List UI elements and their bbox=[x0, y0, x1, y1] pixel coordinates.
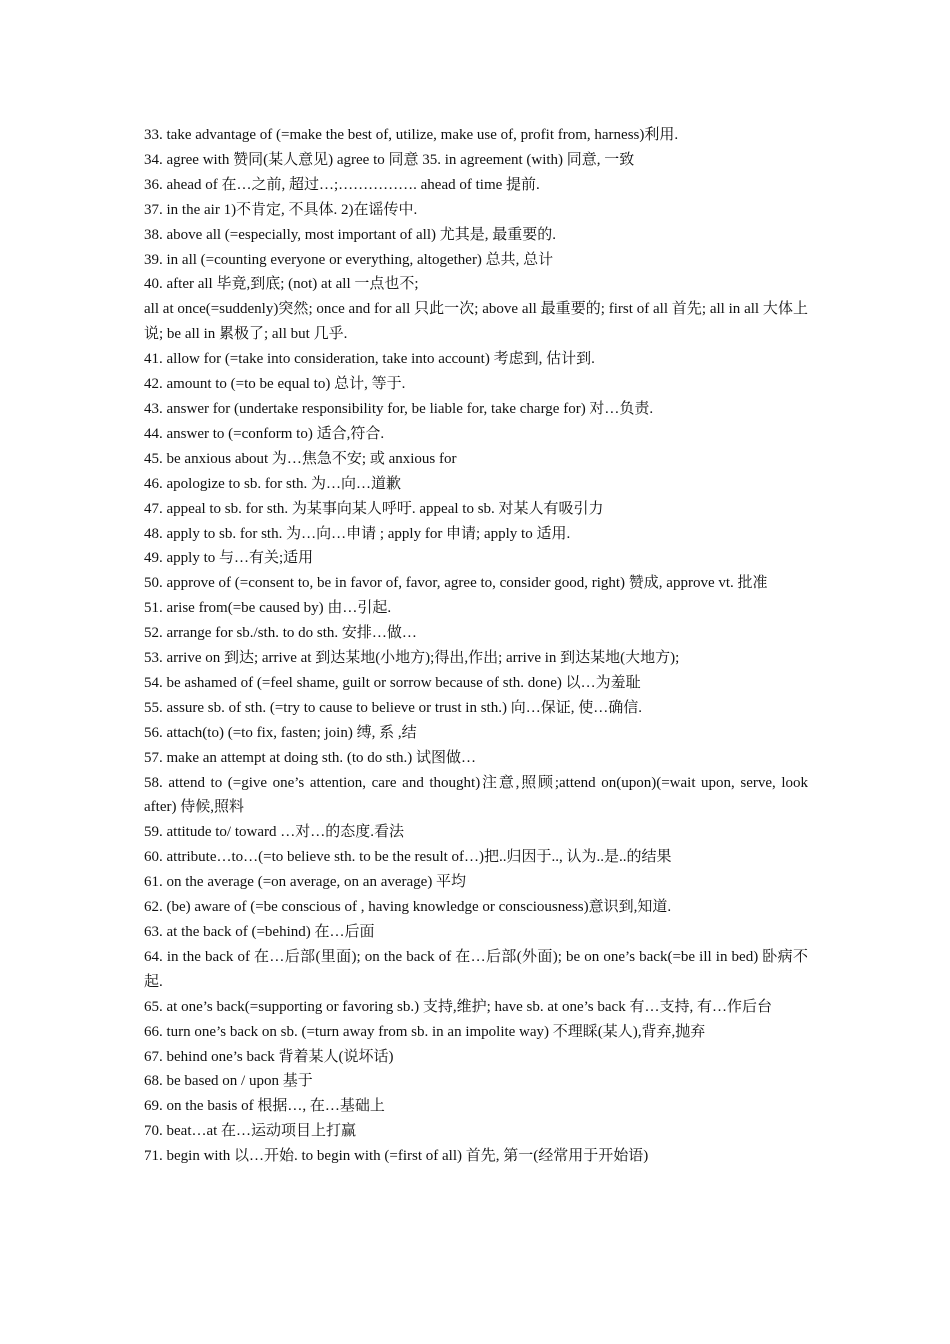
entry-line: 70. beat…at 在…运动项目上打赢 bbox=[144, 1123, 357, 1140]
entry-line: 48. apply to sb. for sth. 为…向…申请 ; apply for 申请; apply to 适用. bbox=[144, 525, 571, 542]
entry-line: 60. attribute…to…(=to believe sth. to be the result of…)把..归因于.., 认为..是..的结果 bbox=[144, 849, 672, 866]
entry-line: 50. approve of (=consent to, be in favor of, favor, agree to, consider good, right) 赞成, approve vt. 批准 bbox=[144, 575, 768, 592]
entry-line: 66. turn one’s back on sb. (=turn away from sb. in an impolite way) 不理睬(某人),背弃,抛弃 bbox=[144, 1023, 706, 1040]
entry-line: 44. answer to (=conform to) 适合,符合. bbox=[144, 425, 385, 442]
entry-line: 43. answer for (undertake responsibility for, be liable for, take charge for) 对…负责. bbox=[144, 400, 654, 417]
entry-line: 37. in the air 1)不肯定, 不具体. 2)在谣传中. bbox=[144, 201, 418, 218]
entry-line: 67. behind one’s back 背着某人(说坏话) bbox=[144, 1048, 394, 1065]
entry-line: 45. be anxious about 为…焦急不安; 或 anxious for bbox=[144, 450, 457, 467]
entry-line: 47. appeal to sb. for sth. 为某事向某人呼吁. appeal to sb. 对某人有吸引力 bbox=[144, 500, 604, 517]
document-page bbox=[144, 123, 808, 1169]
entry-line: 33. take advantage of (=make the best of, utilize, make use of, profit from, harness)利用. bbox=[144, 127, 679, 143]
entry-line: 62. (be) aware of (=be conscious of , having knowledge or consciousness)意识到,知道. bbox=[144, 899, 672, 916]
entry-line: all at once(=suddenly)突然; once and for all 只此一次; above all 最重要的; first of all 首先; all in all 大体上说; be all in 累极了; all but 几乎. bbox=[144, 301, 808, 343]
entry-line: 39. in all (=counting everyone or everything, altogether) 总共, 总计 bbox=[144, 251, 554, 268]
entry-line: 59. attitude to/ toward …对…的态度.看法 bbox=[144, 824, 404, 841]
entry-line: 58. attend to (=give one’s attention, care and thought)注意,照顾;attend on(upon)(=wait upon, serve, look after) 侍候,照料 bbox=[144, 774, 808, 816]
entry-line: 51. arise from(=be caused by) 由…引起. bbox=[144, 600, 392, 617]
entry-line: 65. at one’s back(=supporting or favoring sb.) 支持,维护; have sb. at one’s back 有…支持, 有…作后台 bbox=[144, 998, 772, 1015]
entry-line: 38. above all (=especially, most important of all) 尤其是, 最重要的. bbox=[144, 226, 556, 243]
entry-line: 69. on the basis of 根据…, 在…基础上 bbox=[144, 1098, 385, 1115]
entry-line: 46. apologize to sb. for sth. 为…向…道歉 bbox=[144, 475, 402, 492]
entry-line: 49. apply to 与…有关;适用 bbox=[144, 550, 314, 567]
entry-line: 71. begin with 以…开始. to begin with (=first of all) 首先, 第一(经常用于开始语) bbox=[144, 1148, 649, 1165]
entry-line: 55. assure sb. of sth. (=try to cause to believe or trust in sth.) 向…保证, 使…确信. bbox=[144, 699, 642, 716]
entry-line: 56. attach(to) (=to fix, fasten; join) 缚, 系 ,结 bbox=[144, 724, 417, 741]
entry-line: 34. agree with 赞同(某人意见) agree to 同意 35. in agreement (with) 同意, 一致 bbox=[144, 151, 635, 168]
entry-line: 53. arrive on 到达; arrive at 到达某地(小地方);得出,作出; arrive in 到达某地(大地方); bbox=[144, 650, 680, 667]
entry-line: 52. arrange for sb./sth. to do sth. 安排…做… bbox=[144, 625, 417, 642]
entry-line: 41. allow for (=take into consideration, take into account) 考虑到, 估计到. bbox=[144, 351, 595, 368]
entry-line: 40. after all 毕竟,到底; (not) at all 一点也不; bbox=[144, 276, 419, 293]
entry-line: 63. at the back of (=behind) 在…后面 bbox=[144, 924, 375, 940]
entry-line: 42. amount to (=to be equal to) 总计, 等于. bbox=[144, 376, 406, 393]
entry-line: 57. make an attempt at doing sth. (to do sth.) 试图做… bbox=[144, 749, 477, 766]
entry-line: 36. ahead of 在…之前, 超过…;……………. ahead of time 提前. bbox=[144, 176, 540, 193]
entry-line: 64. in the back of 在…后部(里面); on the back of 在…后部(外面); be on one’s back(=be ill in bed) 卧病不起. bbox=[144, 948, 808, 990]
entry-line: 54. be ashamed of (=feel shame, guilt or sorrow because of sth. done) 以…为羞耻 bbox=[144, 674, 641, 691]
entry-line: 68. be based on / upon 基于 bbox=[144, 1073, 313, 1090]
entry-line: 61. on the average (=on average, on an average) 平均 bbox=[144, 874, 467, 891]
